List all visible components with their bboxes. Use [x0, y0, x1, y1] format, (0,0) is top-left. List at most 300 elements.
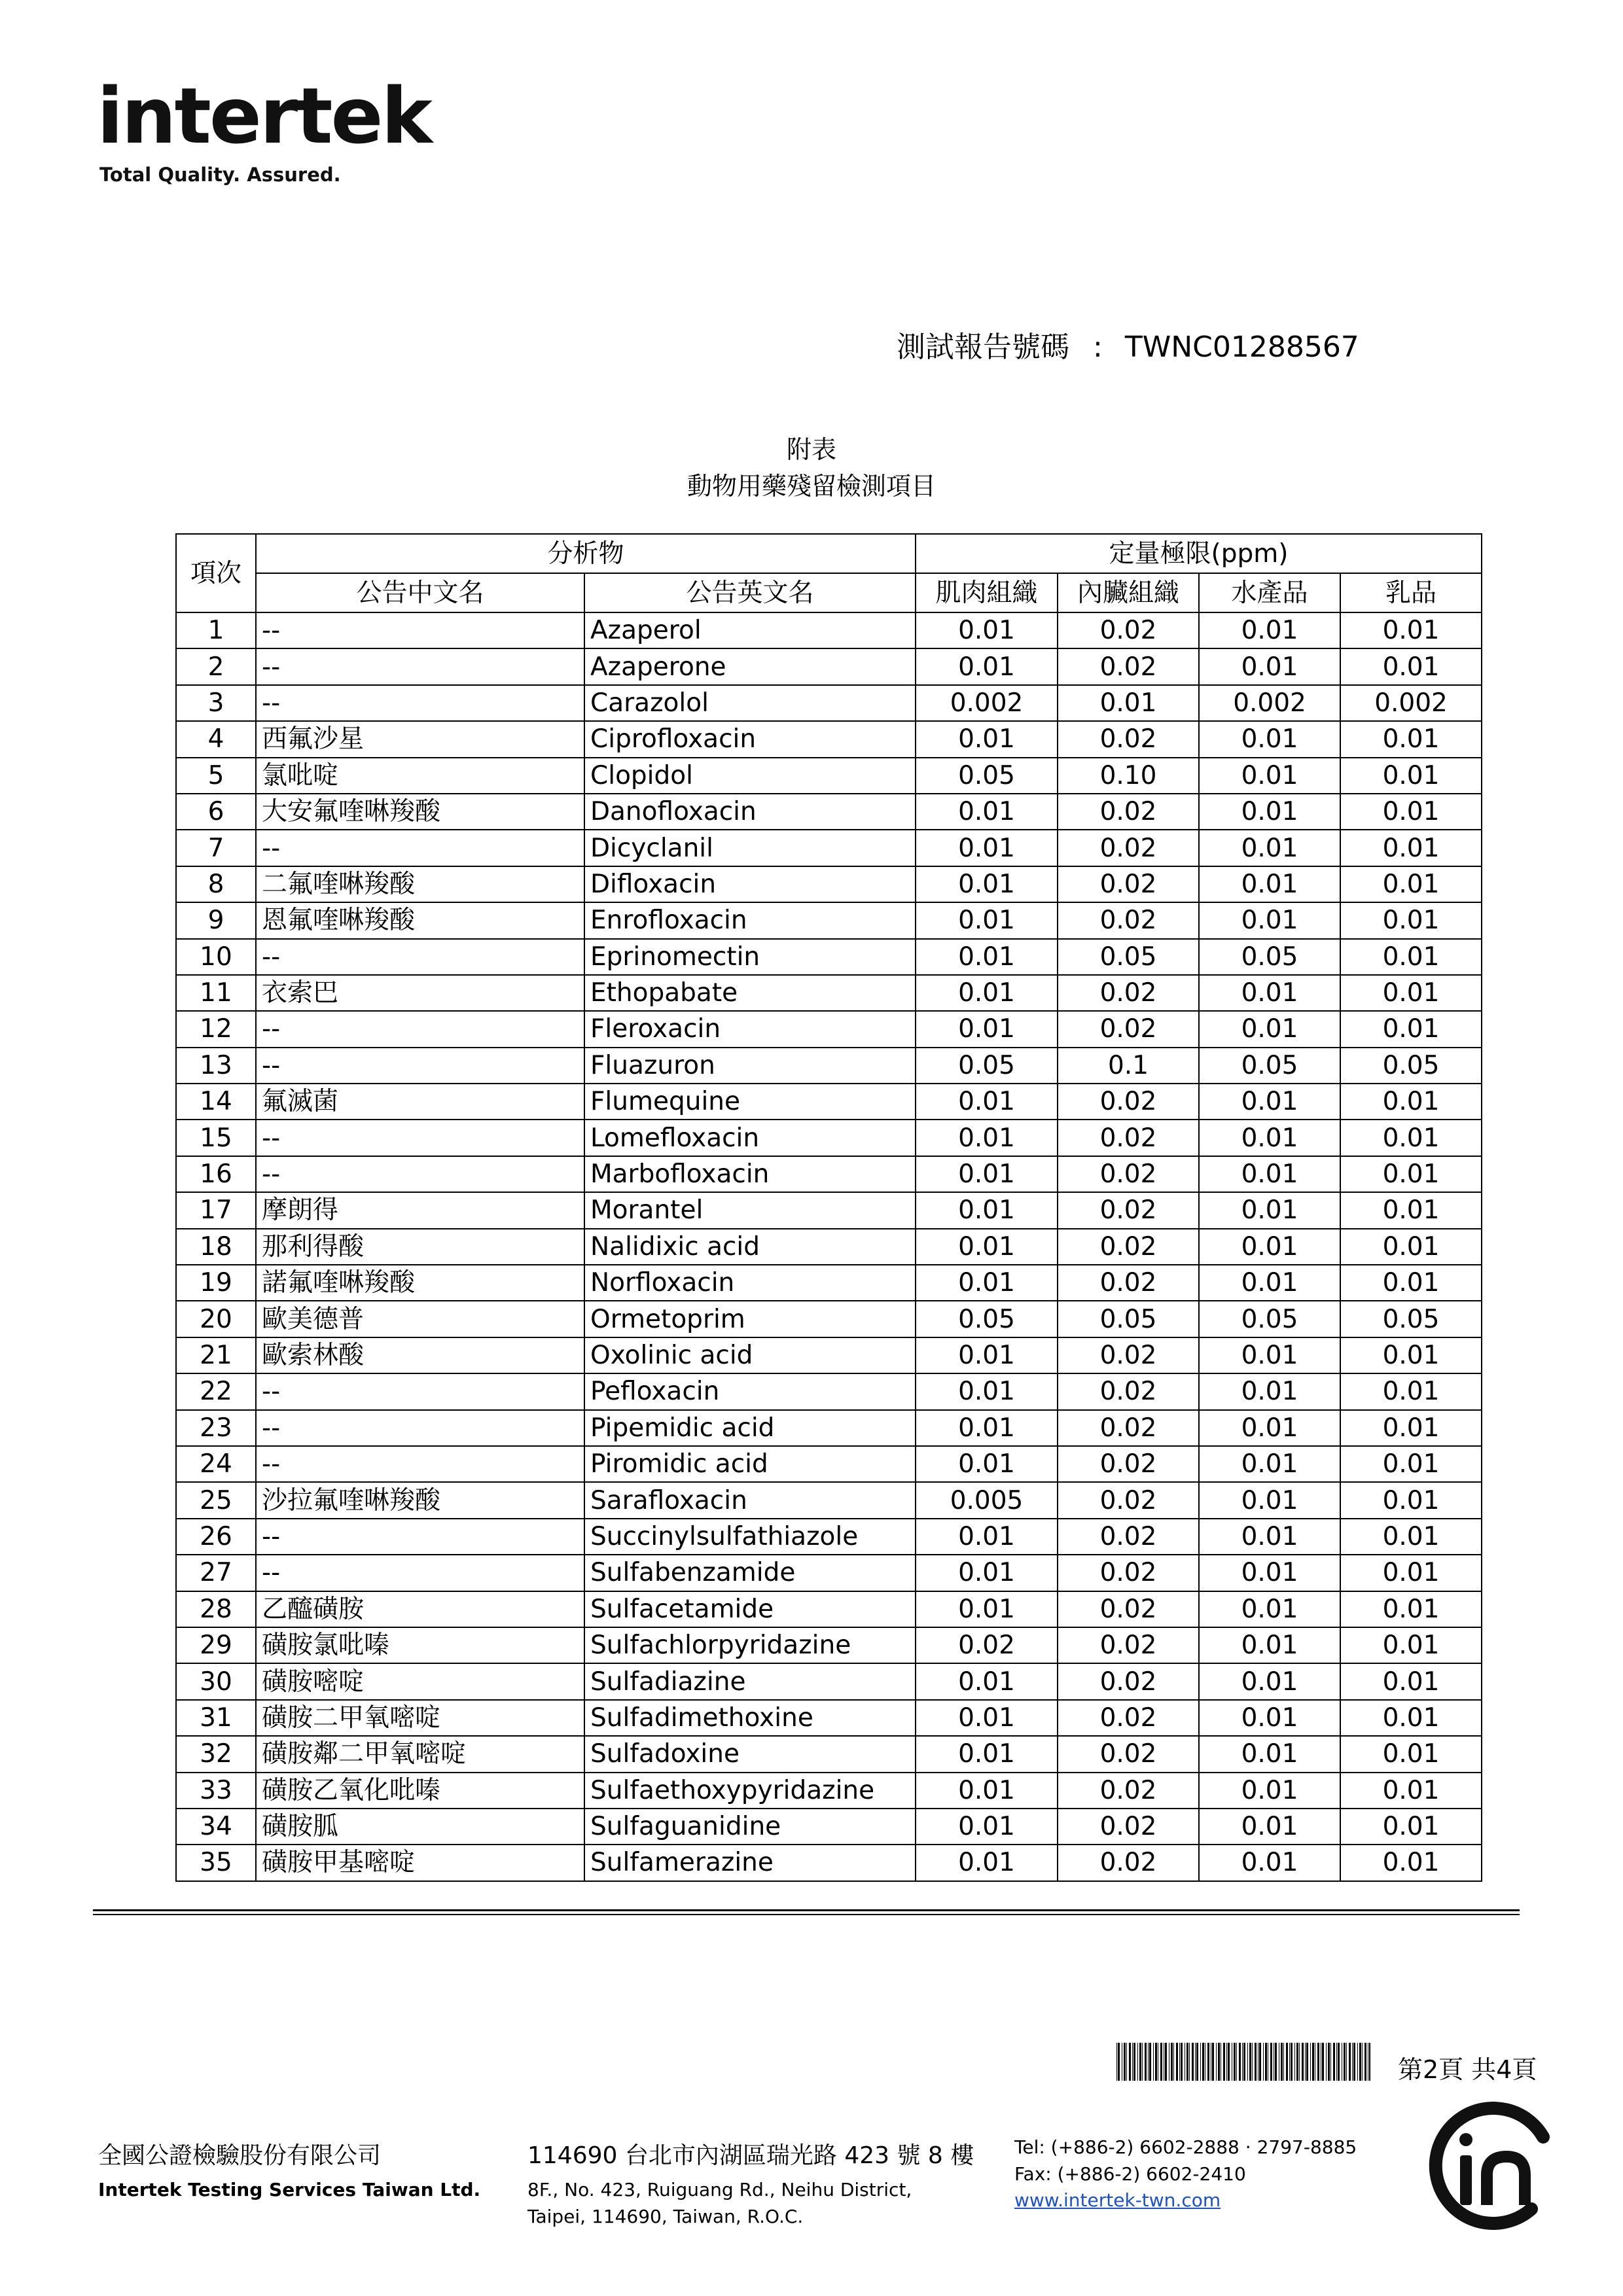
cell-loq-aquatic: 0.01	[1199, 1265, 1340, 1301]
cell-cn-name: --	[256, 830, 584, 866]
cell-en-name: Sulfaguanidine	[584, 1809, 916, 1845]
table-row	[176, 866, 1482, 902]
cell-cn-name: --	[256, 1048, 584, 1084]
cell-loq-organ: 0.02	[1058, 1156, 1199, 1192]
cell-loq-milk: 0.01	[1340, 1773, 1482, 1809]
table-row	[176, 721, 1482, 757]
table-row	[176, 1337, 1482, 1373]
table-row	[176, 648, 1482, 684]
cell-en-name: Sulfadimethoxine	[584, 1700, 916, 1736]
table-subheader-row	[176, 573, 1482, 612]
table-row	[176, 1736, 1482, 1772]
header-analyte: 分析物	[256, 534, 916, 573]
cell-loq-milk: 0.01	[1340, 1337, 1482, 1373]
cell-loq-muscle: 0.01	[916, 1084, 1058, 1120]
cell-loq-milk: 0.01	[1340, 794, 1482, 830]
cell-item-no: 5	[176, 758, 256, 794]
cell-loq-aquatic: 0.01	[1199, 758, 1340, 794]
cell-loq-organ: 0.02	[1058, 1084, 1199, 1120]
cell-loq-organ: 0.02	[1058, 1591, 1199, 1627]
cell-item-no: 1	[176, 612, 256, 648]
cell-item-no: 9	[176, 902, 256, 938]
cell-cn-name: 那利得酸	[256, 1229, 584, 1265]
cell-en-name: Difloxacin	[584, 866, 916, 902]
cell-loq-aquatic: 0.05	[1199, 1048, 1340, 1084]
table-row	[176, 1156, 1482, 1192]
table-row	[176, 1663, 1482, 1699]
table-row	[176, 1809, 1482, 1845]
cell-item-no: 6	[176, 794, 256, 830]
cell-cn-name: 摩朗得	[256, 1192, 584, 1228]
cell-loq-milk: 0.01	[1340, 1120, 1482, 1156]
cell-loq-muscle: 0.01	[916, 866, 1058, 902]
cell-en-name: Piromidic acid	[584, 1446, 916, 1482]
header-item-no: 項次	[176, 534, 256, 612]
cell-item-no: 24	[176, 1446, 256, 1482]
cell-loq-aquatic: 0.01	[1199, 1156, 1340, 1192]
cell-loq-milk: 0.01	[1340, 1011, 1482, 1047]
table-row	[176, 1410, 1482, 1446]
cell-cn-name: 大安氟喹啉羧酸	[256, 794, 584, 830]
cell-loq-muscle: 0.01	[916, 721, 1058, 757]
cell-en-name: Flumequine	[584, 1084, 916, 1120]
cell-cn-name: --	[256, 1519, 584, 1555]
address-cn: 114690 台北市內湖區瑞光路 423 號 8 樓	[527, 2142, 974, 2169]
cell-loq-muscle: 0.01	[916, 1845, 1058, 1881]
table-row	[176, 1120, 1482, 1156]
cell-en-name: Sulfadoxine	[584, 1736, 916, 1772]
address-en-line-1: 8F., No. 423, Ruiguang Rd., Neihu District,	[527, 2179, 912, 2200]
cell-item-no: 21	[176, 1337, 256, 1373]
cell-cn-name: 磺胺氯吡嗪	[256, 1627, 584, 1663]
cell-loq-aquatic: 0.01	[1199, 1591, 1340, 1627]
address-en-line-2: Taipei, 114690, Taiwan, R.O.C.	[527, 2205, 804, 2227]
cell-item-no: 32	[176, 1736, 256, 1772]
cell-loq-organ: 0.02	[1058, 866, 1199, 902]
cell-loq-muscle: 0.01	[916, 1373, 1058, 1409]
cell-en-name: Nalidixic acid	[584, 1229, 916, 1265]
cell-loq-aquatic: 0.01	[1199, 1773, 1340, 1809]
cell-loq-muscle: 0.01	[916, 1192, 1058, 1228]
cell-loq-aquatic: 0.01	[1199, 612, 1340, 648]
cell-loq-milk: 0.01	[1340, 902, 1482, 938]
cell-loq-organ: 0.02	[1058, 830, 1199, 866]
cell-loq-organ: 0.02	[1058, 1192, 1199, 1228]
cell-loq-organ: 0.02	[1058, 1229, 1199, 1265]
table-row	[176, 1084, 1482, 1120]
cell-loq-milk: 0.01	[1340, 1192, 1482, 1228]
cell-loq-milk: 0.01	[1340, 975, 1482, 1011]
cell-cn-name: --	[256, 1011, 584, 1047]
cell-loq-aquatic: 0.01	[1199, 1736, 1340, 1772]
cell-cn-name: --	[256, 1446, 584, 1482]
cell-item-no: 4	[176, 721, 256, 757]
cell-loq-aquatic: 0.01	[1199, 1410, 1340, 1446]
table-row	[176, 1773, 1482, 1809]
cell-cn-name: --	[256, 1373, 584, 1409]
cell-cn-name: 乙醯磺胺	[256, 1591, 584, 1627]
cell-loq-muscle: 0.01	[916, 1809, 1058, 1845]
telephone: Tel: (+886-2) 6602-2888 · 2797-8885	[1014, 2136, 1357, 2158]
cell-en-name: Ciprofloxacin	[584, 721, 916, 757]
cell-en-name: Pipemidic acid	[584, 1410, 916, 1446]
cell-loq-milk: 0.01	[1340, 1229, 1482, 1265]
cell-loq-muscle: 0.05	[916, 758, 1058, 794]
footer-contact	[1014, 2134, 1357, 2214]
cell-loq-milk: 0.01	[1340, 1809, 1482, 1845]
cell-item-no: 22	[176, 1373, 256, 1409]
cell-loq-organ: 0.02	[1058, 975, 1199, 1011]
cell-en-name: Succinylsulfathiazole	[584, 1519, 916, 1555]
cell-loq-milk: 0.01	[1340, 1084, 1482, 1120]
table-row	[176, 1301, 1482, 1337]
cell-en-name: Sarafloxacin	[584, 1482, 916, 1518]
cell-en-name: Fleroxacin	[584, 1011, 916, 1047]
cell-loq-muscle: 0.01	[916, 1410, 1058, 1446]
cell-item-no: 17	[176, 1192, 256, 1228]
cell-loq-muscle: 0.01	[916, 902, 1058, 938]
cell-en-name: Sulfamerazine	[584, 1845, 916, 1881]
cell-item-no: 25	[176, 1482, 256, 1518]
cell-loq-organ: 0.02	[1058, 1663, 1199, 1699]
cell-cn-name: 諾氟喹啉羧酸	[256, 1265, 584, 1301]
cell-loq-aquatic: 0.01	[1199, 648, 1340, 684]
cell-loq-aquatic: 0.01	[1199, 1446, 1340, 1482]
cell-item-no: 2	[176, 648, 256, 684]
cell-loq-aquatic: 0.01	[1199, 1627, 1340, 1663]
cell-loq-organ: 0.02	[1058, 1011, 1199, 1047]
cell-cn-name: --	[256, 939, 584, 975]
cell-loq-milk: 0.01	[1340, 1845, 1482, 1881]
cell-loq-milk: 0.01	[1340, 939, 1482, 975]
cell-loq-aquatic: 0.01	[1199, 1482, 1340, 1518]
cell-en-name: Sulfabenzamide	[584, 1555, 916, 1591]
cell-cn-name: 二氟喹啉羧酸	[256, 866, 584, 902]
cell-loq-organ: 0.02	[1058, 1410, 1199, 1446]
cell-loq-milk: 0.05	[1340, 1301, 1482, 1337]
cell-loq-aquatic: 0.01	[1199, 1084, 1340, 1120]
cell-en-name: Danofloxacin	[584, 794, 916, 830]
cell-loq-organ: 0.02	[1058, 1337, 1199, 1373]
cell-cn-name: 歐美德普	[256, 1301, 584, 1337]
cell-item-no: 20	[176, 1301, 256, 1337]
cell-loq-organ: 0.02	[1058, 721, 1199, 757]
cell-loq-organ: 0.02	[1058, 794, 1199, 830]
cell-loq-muscle: 0.01	[916, 1736, 1058, 1772]
cell-loq-organ: 0.02	[1058, 612, 1199, 648]
cell-cn-name: --	[256, 1120, 584, 1156]
cell-cn-name: 磺胺二甲氧嘧啶	[256, 1700, 584, 1736]
cell-en-name: Morantel	[584, 1192, 916, 1228]
cell-en-name: Azaperone	[584, 648, 916, 684]
table-row	[176, 939, 1482, 975]
cell-cn-name: 衣索巴	[256, 975, 584, 1011]
cell-loq-aquatic: 0.01	[1199, 1373, 1340, 1409]
cell-loq-milk: 0.01	[1340, 1519, 1482, 1555]
fax: Fax: (+886-2) 6602-2410	[1014, 2163, 1246, 2185]
cell-loq-muscle: 0.01	[916, 975, 1058, 1011]
cell-loq-organ: 0.02	[1058, 1700, 1199, 1736]
cell-loq-muscle: 0.005	[916, 1482, 1058, 1518]
table-row	[176, 612, 1482, 648]
cell-cn-name: 磺胺鄰二甲氧嘧啶	[256, 1736, 584, 1772]
table-row	[176, 975, 1482, 1011]
cell-loq-milk: 0.01	[1340, 1700, 1482, 1736]
cell-item-no: 8	[176, 866, 256, 902]
cell-loq-muscle: 0.01	[916, 939, 1058, 975]
table-row	[176, 1845, 1482, 1881]
cell-item-no: 19	[176, 1265, 256, 1301]
table-row	[176, 1373, 1482, 1409]
table-row	[176, 1265, 1482, 1301]
cell-loq-aquatic: 0.01	[1199, 1663, 1340, 1699]
cell-item-no: 35	[176, 1845, 256, 1881]
cell-loq-aquatic: 0.01	[1199, 1229, 1340, 1265]
header-loq: 定量極限(ppm)	[916, 534, 1482, 573]
cell-loq-aquatic: 0.01	[1199, 1519, 1340, 1555]
barcode-icon	[1116, 2043, 1370, 2081]
table-row	[176, 1482, 1482, 1518]
cell-en-name: Sulfachlorpyridazine	[584, 1627, 916, 1663]
cell-loq-aquatic: 0.01	[1199, 1700, 1340, 1736]
cell-item-no: 16	[176, 1156, 256, 1192]
annex-title: 附表	[786, 435, 836, 464]
cell-en-name: Sulfacetamide	[584, 1591, 916, 1627]
cell-cn-name: 氟滅菌	[256, 1084, 584, 1120]
cell-loq-organ: 0.02	[1058, 1845, 1199, 1881]
cell-loq-organ: 0.02	[1058, 902, 1199, 938]
table-header-row	[176, 534, 1482, 573]
cell-loq-muscle: 0.01	[916, 1265, 1058, 1301]
cell-en-name: Ethopabate	[584, 975, 916, 1011]
footer-divider-bottom	[93, 1914, 1520, 1915]
cell-item-no: 31	[176, 1700, 256, 1736]
table-row	[176, 758, 1482, 794]
cell-en-name: Oxolinic acid	[584, 1337, 916, 1373]
cell-loq-aquatic: 0.01	[1199, 902, 1340, 938]
cell-item-no: 13	[176, 1048, 256, 1084]
cell-loq-milk: 0.01	[1340, 612, 1482, 648]
table-row	[176, 1627, 1482, 1663]
cell-item-no: 29	[176, 1627, 256, 1663]
cell-loq-organ: 0.02	[1058, 1373, 1199, 1409]
cell-loq-organ: 0.01	[1058, 685, 1199, 721]
cell-loq-milk: 0.01	[1340, 648, 1482, 684]
cell-loq-milk: 0.01	[1340, 1265, 1482, 1301]
footer-divider-top	[93, 1909, 1520, 1911]
cell-cn-name: 恩氟喹啉羧酸	[256, 902, 584, 938]
cell-loq-aquatic: 0.01	[1199, 830, 1340, 866]
cell-loq-organ: 0.02	[1058, 1265, 1199, 1301]
cell-loq-aquatic: 0.01	[1199, 1337, 1340, 1373]
page-count: 第2頁 共4頁	[1398, 2055, 1537, 2084]
cell-en-name: Lomefloxacin	[584, 1120, 916, 1156]
table-row	[176, 830, 1482, 866]
cell-loq-milk: 0.01	[1340, 1736, 1482, 1772]
table-row	[176, 1591, 1482, 1627]
cell-loq-milk: 0.002	[1340, 685, 1482, 721]
cell-loq-milk: 0.01	[1340, 1663, 1482, 1699]
cell-loq-aquatic: 0.05	[1199, 939, 1340, 975]
cell-loq-milk: 0.01	[1340, 830, 1482, 866]
cell-loq-muscle: 0.05	[916, 1048, 1058, 1084]
cell-cn-name: 磺胺甲基嘧啶	[256, 1845, 584, 1881]
cell-loq-milk: 0.01	[1340, 1591, 1482, 1627]
cell-cn-name: 磺胺胍	[256, 1809, 584, 1845]
cell-loq-organ: 0.02	[1058, 1446, 1199, 1482]
cell-loq-milk: 0.01	[1340, 1482, 1482, 1518]
cell-cn-name: --	[256, 685, 584, 721]
header-en-name: 公告英文名	[584, 573, 916, 612]
cell-loq-milk: 0.01	[1340, 1446, 1482, 1482]
cell-en-name: Sulfadiazine	[584, 1663, 916, 1699]
cell-item-no: 23	[176, 1410, 256, 1446]
cell-loq-aquatic: 0.05	[1199, 1301, 1340, 1337]
header-milk: 乳品	[1340, 573, 1482, 612]
cell-loq-organ: 0.02	[1058, 1809, 1199, 1845]
cell-loq-milk: 0.01	[1340, 1373, 1482, 1409]
cell-loq-muscle: 0.01	[916, 612, 1058, 648]
header-organ: 內臟組織	[1058, 573, 1199, 612]
logo-tagline: Total Quality. Assured.	[99, 164, 341, 186]
cell-loq-aquatic: 0.01	[1199, 1011, 1340, 1047]
cell-loq-muscle: 0.01	[916, 1156, 1058, 1192]
cell-loq-muscle: 0.01	[916, 1773, 1058, 1809]
cell-item-no: 18	[176, 1229, 256, 1265]
cell-item-no: 11	[176, 975, 256, 1011]
cell-item-no: 33	[176, 1773, 256, 1809]
cell-loq-aquatic: 0.01	[1199, 1192, 1340, 1228]
cell-loq-milk: 0.01	[1340, 1627, 1482, 1663]
cell-en-name: Norfloxacin	[584, 1265, 916, 1301]
cell-loq-muscle: 0.01	[916, 1011, 1058, 1047]
cell-en-name: Azaperol	[584, 612, 916, 648]
logo-wordmark: intertek	[97, 71, 431, 161]
table-row	[176, 1048, 1482, 1084]
cell-en-name: Pefloxacin	[584, 1373, 916, 1409]
cell-loq-milk: 0.01	[1340, 1410, 1482, 1446]
report-number-line	[897, 323, 1359, 365]
cell-loq-milk: 0.01	[1340, 1156, 1482, 1192]
cell-loq-muscle: 0.01	[916, 1120, 1058, 1156]
cell-en-name: Eprinomectin	[584, 939, 916, 975]
cell-loq-aquatic: 0.01	[1199, 975, 1340, 1011]
cell-loq-muscle: 0.01	[916, 648, 1058, 684]
cell-loq-aquatic: 0.01	[1199, 866, 1340, 902]
cell-item-no: 3	[176, 685, 256, 721]
cell-en-name: Ormetoprim	[584, 1301, 916, 1337]
cell-loq-muscle: 0.02	[916, 1627, 1058, 1663]
cell-cn-name: 磺胺嘧啶	[256, 1663, 584, 1699]
cell-loq-aquatic: 0.01	[1199, 794, 1340, 830]
table-row	[176, 1192, 1482, 1228]
cell-cn-name: 磺胺乙氧化吡嗪	[256, 1773, 584, 1809]
table-row	[176, 794, 1482, 830]
cell-loq-muscle: 0.01	[916, 1700, 1058, 1736]
table-row	[176, 1555, 1482, 1591]
table-body	[176, 612, 1482, 1881]
cell-loq-organ: 0.05	[1058, 939, 1199, 975]
cell-loq-muscle: 0.01	[916, 1555, 1058, 1591]
cell-loq-organ: 0.02	[1058, 1482, 1199, 1518]
cell-cn-name: --	[256, 1156, 584, 1192]
cell-loq-milk: 0.01	[1340, 866, 1482, 902]
cell-loq-muscle: 0.01	[916, 1519, 1058, 1555]
table-row	[176, 1011, 1482, 1047]
cell-item-no: 26	[176, 1519, 256, 1555]
cell-loq-muscle: 0.01	[916, 1229, 1058, 1265]
cell-en-name: Enrofloxacin	[584, 902, 916, 938]
cell-loq-milk: 0.01	[1340, 758, 1482, 794]
report-number-value: TWNC01288567	[1124, 330, 1359, 364]
cell-loq-organ: 0.1	[1058, 1048, 1199, 1084]
cell-loq-aquatic: 0.01	[1199, 1809, 1340, 1845]
cell-loq-organ: 0.02	[1058, 1519, 1199, 1555]
company-name-en: Intertek Testing Services Taiwan Ltd.	[98, 2179, 481, 2200]
cell-cn-name: 西氟沙星	[256, 721, 584, 757]
cell-item-no: 34	[176, 1809, 256, 1845]
cell-en-name: Fluazuron	[584, 1048, 916, 1084]
cell-loq-muscle: 0.01	[916, 794, 1058, 830]
header-muscle: 肌肉組織	[916, 573, 1058, 612]
cell-loq-aquatic: 0.002	[1199, 685, 1340, 721]
cell-item-no: 27	[176, 1555, 256, 1591]
cell-loq-muscle: 0.01	[916, 1663, 1058, 1699]
cell-en-name: Marbofloxacin	[584, 1156, 916, 1192]
cell-loq-aquatic: 0.01	[1199, 1845, 1340, 1881]
report-number-label: 測試報告號碼	[897, 330, 1069, 364]
cell-cn-name: --	[256, 1555, 584, 1591]
cell-en-name: Carazolol	[584, 685, 916, 721]
cell-loq-milk: 0.05	[1340, 1048, 1482, 1084]
cell-loq-aquatic: 0.01	[1199, 721, 1340, 757]
cell-cn-name: 沙拉氟喹啉羧酸	[256, 1482, 584, 1518]
cell-loq-aquatic: 0.01	[1199, 1120, 1340, 1156]
table-row	[176, 1446, 1482, 1482]
cell-loq-aquatic: 0.01	[1199, 1555, 1340, 1591]
cell-loq-organ: 0.02	[1058, 1627, 1199, 1663]
footer-company	[98, 2137, 480, 2204]
table-row	[176, 1519, 1482, 1555]
cell-cn-name: 歐索林酸	[256, 1337, 584, 1373]
cell-loq-muscle: 0.01	[916, 830, 1058, 866]
annex-subtitle: 動物用藥殘留檢測項目	[687, 472, 936, 501]
cell-loq-organ: 0.10	[1058, 758, 1199, 794]
cell-item-no: 10	[176, 939, 256, 975]
cell-cn-name: --	[256, 648, 584, 684]
residue-detection-table	[175, 533, 1482, 1882]
cell-loq-organ: 0.02	[1058, 1773, 1199, 1809]
cell-loq-organ: 0.02	[1058, 1555, 1199, 1591]
cell-loq-organ: 0.05	[1058, 1301, 1199, 1337]
intertek-in-logo-icon	[1427, 2098, 1564, 2235]
header-cn-name: 公告中文名	[256, 573, 584, 612]
table-row	[176, 1700, 1482, 1736]
table-row	[176, 902, 1482, 938]
website-link[interactable]: www.intertek-twn.com	[1014, 2189, 1221, 2212]
cell-cn-name: --	[256, 612, 584, 648]
cell-cn-name: 氯吡啶	[256, 758, 584, 794]
cell-loq-milk: 0.01	[1340, 721, 1482, 757]
company-name-cn: 全國公證檢驗股份有限公司	[98, 2142, 382, 2169]
cell-loq-organ: 0.02	[1058, 1120, 1199, 1156]
cell-item-no: 15	[176, 1120, 256, 1156]
cell-item-no: 14	[176, 1084, 256, 1120]
cell-loq-muscle: 0.01	[916, 1337, 1058, 1373]
cell-loq-organ: 0.02	[1058, 1736, 1199, 1772]
header-aquatic: 水產品	[1199, 573, 1340, 612]
cell-item-no: 12	[176, 1011, 256, 1047]
